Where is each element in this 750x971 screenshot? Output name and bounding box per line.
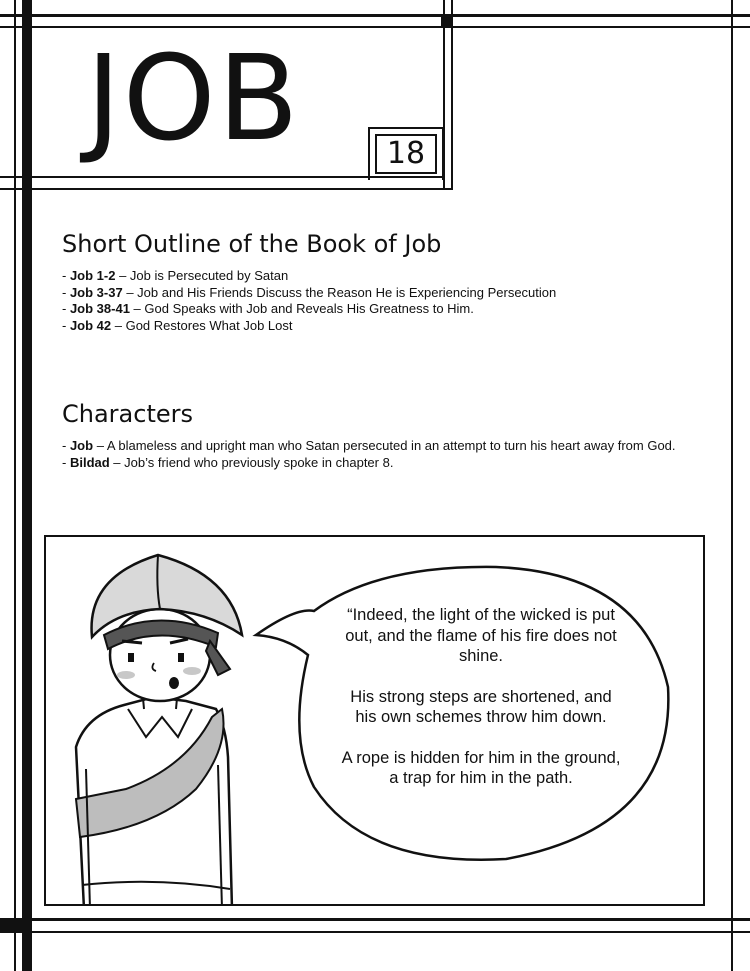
mouth — [169, 677, 179, 689]
characters-heading: Characters — [62, 400, 193, 428]
list-item: - Job 1-2 – Job is Persecuted by Satan — [62, 268, 289, 283]
eye-left — [128, 653, 134, 662]
frame-line-header-bottom2 — [0, 188, 453, 190]
outline-heading: Short Outline of the Book of Job — [62, 230, 442, 258]
frame-line-bottom — [0, 918, 750, 921]
outline-ref: Job 3-37 — [69, 284, 123, 300]
frame-line-bottom-inner — [0, 931, 750, 933]
bubble-paragraph: “Indeed, the light of the wicked is put out, and the flame of his fire does not shine. — [345, 606, 617, 665]
frame-line-left-thick — [22, 0, 32, 971]
outline-text: – God Restores What Job Lost — [111, 317, 293, 333]
chapter-number: 18 — [375, 134, 437, 174]
frame-corner-block — [441, 14, 453, 28]
outline-list — [62, 268, 702, 334]
cheek-left — [117, 671, 135, 679]
outline-ref: Job 1-2 — [69, 268, 116, 283]
bubble-paragraph: A rope is hidden for him in the ground, a trap for him in the path. — [341, 748, 621, 787]
list-item: - Job 42 – God Restores What Job Lost — [62, 317, 293, 333]
cheek-right — [183, 667, 201, 675]
outline-ref: Job 42 — [69, 317, 112, 333]
character-text: – Job’s friend who previously spoke in chapter 8. — [109, 454, 394, 470]
frame-line-left-thin — [14, 0, 16, 971]
eye-right — [178, 653, 184, 662]
frame-line-top — [0, 14, 750, 17]
outline-ref: Job 38-41 — [69, 301, 130, 316]
headband-tail — [206, 641, 230, 675]
list-item: - Job 38-41 – God Speaks with Job and Reveals His Greatness to Him. — [62, 301, 474, 316]
list-item: - Job 3-37 – Job and His Friends Discuss the Reason He is Experiencing Persecution — [62, 284, 557, 300]
character-text: – A blameless and upright man who Satan persecuted in an attempt to turn his heart away from God. — [93, 438, 676, 453]
character-name: Bildad — [69, 454, 110, 470]
character-name: Job — [69, 438, 94, 453]
frame-line-right — [731, 0, 733, 971]
frame-line-vertical-mid2 — [451, 0, 453, 190]
outline-text: – Job and His Friends Discuss the Reason He is Experiencing Persecution — [122, 284, 557, 300]
speech-bubble-text — [340, 605, 622, 809]
eyebrow-left — [122, 641, 142, 643]
outline-text: – Job is Persecuted by Satan — [115, 268, 289, 283]
characters-list — [62, 438, 722, 471]
list-item: - Bildad – Job’s friend who previously spoke in chapter 8. — [62, 454, 394, 470]
bubble-paragraph: His strong steps are shortened, and his own schemes throw him down. — [350, 687, 612, 726]
outline-text: – God Speaks with Job and Reveals His Greatness to Him. — [129, 301, 474, 316]
book-title: JOB — [86, 29, 301, 167]
list-item: - Job – A blameless and upright man who Satan persecuted in an attempt to turn his heart away from God. — [62, 438, 676, 453]
frame-corner-block-bottom — [0, 918, 32, 933]
